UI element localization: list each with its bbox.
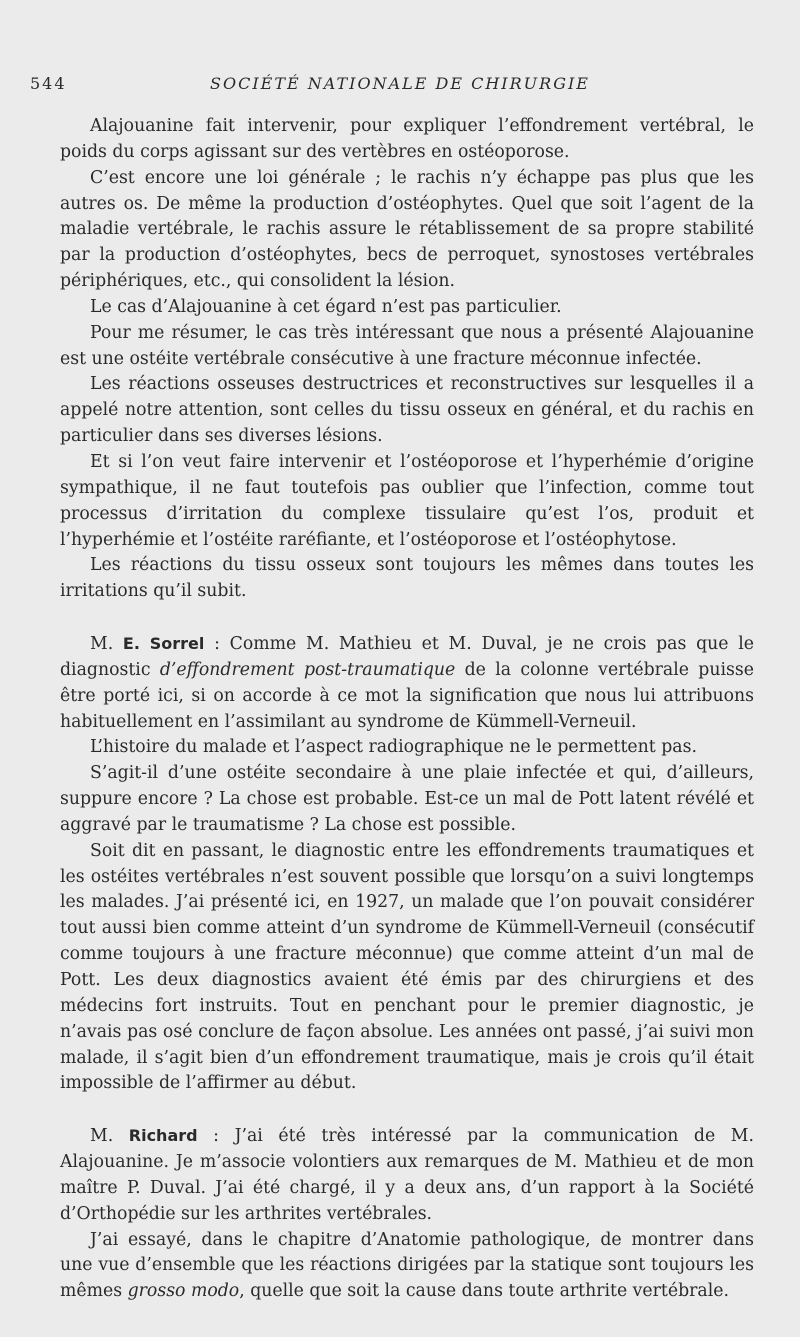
paragraph: Et si l’on veut faire intervenir et l’ostéoporose et l’hyperhémie d’origine sympathique, il ne faut toutefois pas oublier que l’infection, comme tout processus d’irritation du complexe tissulaire qu’est l’os, produit et l’hyperhémie et l’ostéite raréfiante, et l’ostéoporose et l’ostéophytose. <box>60 451 754 550</box>
italic-term: d’effondrement post-traumatique <box>159 659 456 680</box>
speaker-name: E. Sorrel <box>122 634 205 654</box>
paragraph: Soit dit en passant, le diagnostic entre les effondrements traumatiques et les ostéites vertébrales n’est souvent possible que lorsqu’on a suivi longtemps les malades. J’ai présenté ici, en 1927, un malade que l’on pouvait considérer tout aussi bien comme atteint d’un syndrome de Kümmell-Verneuil (consécutif comme toujours à une fracture méconnue) que comme atteint d’un mal de Pott. Les deux diagnostics avaient été émis par des chirurgiens et des médecins fort instruits. Tout en penchant pour le premier diagnostic, je n’avais pas osé conclure de façon absolue. Les années ont passé, j’ai suivi mon malade, il s’agit bien d’un effondrement traumatique, mais je crois qu’il était impossible de l’affirmer au début. <box>60 840 754 1094</box>
speaker-prefix: M. <box>90 1126 129 1147</box>
italic-term: grosso modo <box>127 1281 240 1302</box>
paragraph: Le cas d’Alajouanine à cet égard n’est pas particulier. <box>90 296 562 317</box>
paragraph: S’agit-il d’une ostéite secondaire à une plaie infectée et qui, d’ailleurs, suppure encore ? La chose est probable. Est-ce un mal de Pott latent révélé et aggravé par le traumatisme ? La chose est possible. <box>60 763 754 835</box>
speaker-prefix: M. <box>90 634 123 655</box>
paragraph <box>60 1228 754 1306</box>
paragraph: Les réactions osseuses destructrices et reconstructives sur lesquelles il a appelé notre attention, sont celles du tissu osseux en général, et du rachis en particulier dans ses diverses lésions. <box>60 374 754 447</box>
page-number: 544 <box>30 74 67 93</box>
paragraph: Les réactions du tissu osseux sont toujours les mêmes dans toutes les irritations qu’il subit. <box>60 555 754 602</box>
paragraph: Alajouanine fait intervenir, pour expliquer l’effondrement vertébral, le poids du corps agissant sur des vertèbres en ostéoporose. <box>60 116 754 162</box>
text-run: de la colonne vertébrale puisse être porté ici, si on accorde à ce mot la signification que nous lui attribuons habituellement en l’assimilant au syndrome de Kümmell-Verneuil. <box>60 659 754 732</box>
article-body <box>60 114 754 1305</box>
text-run: : Comme M. Mathieu et M. Duval, je ne crois pas que le diagnostic <box>60 634 754 680</box>
running-head: SOCIÉTÉ NATIONALE DE CHIRURGIE <box>210 74 590 93</box>
paragraph: C’est encore une loi générale ; le rachis n’y échappe pas plus que les autres os. De même la production d’ostéophytes. Quel que soit l’agent de la maladie vertébrale, le rachis assure le rétablissement de sa propre stabilité par la production d’ostéophytes, becs de perroquet, synostoses vertébrales périphériques, etc., qui consolident la lésion. <box>60 167 754 292</box>
text-run: : J’ai été très intéressé par la communication de M. Alajouanine. Je m’associe volontiers aux remarques de M. Mathieu et de mon maître P. Duval. J’ai été chargé, il y a deux ans, d’un rapport à la Société d’Orthopédie sur les arthrites vertébrales. <box>60 1126 754 1224</box>
text-run: J’ai essayé, dans le chapitre d’Anatomie pathologique, de montrer dans une vue d’ensemble que les réactions dirigées par la statique sont toujours les mêmes <box>60 1229 754 1302</box>
paragraph: Pour me résumer, le cas très intéressant que nous a présenté Alajouanine est une ostéite vertébrale consécutive à une fracture méconnue infectée. <box>60 322 754 369</box>
richard-intervention <box>60 1123 754 1227</box>
page-header <box>0 70 800 98</box>
paragraph: L’histoire du malade et l’aspect radiographique ne le permettent pas. <box>90 737 697 758</box>
sorrel-intervention <box>60 631 754 735</box>
speaker-name: Richard <box>128 1126 198 1146</box>
text-run: , quelle que soit la cause dans toute arthrite vertébrale. <box>239 1281 729 1302</box>
